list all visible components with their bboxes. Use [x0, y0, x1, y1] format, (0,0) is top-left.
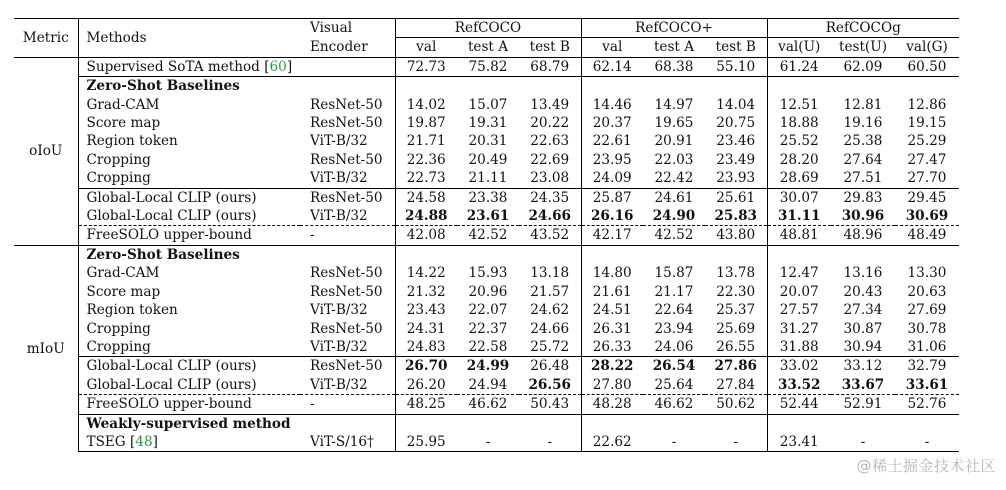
encoder-cell: ViT-B/32: [300, 207, 395, 226]
value-cell: 25.87: [581, 188, 643, 207]
value-cell: 14.04: [705, 96, 767, 114]
value-cell: 72.73: [395, 57, 457, 76]
encoder-header: Encoder: [300, 38, 395, 57]
section-title-row: [14, 414, 959, 433]
value-cell: 26.16: [590, 208, 634, 225]
table-row: [14, 132, 959, 150]
value-cell: 27.47: [907, 151, 947, 168]
value-cell: 21.11: [468, 170, 508, 187]
value-cell: 52.44: [767, 395, 831, 414]
value-cell: 55.10: [705, 57, 767, 76]
value-cell: 14.97: [654, 96, 694, 113]
metric-header: Metric: [14, 19, 78, 58]
value-cell: 25.95: [395, 433, 457, 452]
citation-link[interactable]: 48: [135, 433, 153, 450]
header-row-1: [14, 19, 959, 38]
value-cell: 48.49: [895, 226, 959, 245]
value-cell: 52.91: [831, 395, 895, 414]
value-cell: 48.28: [581, 395, 643, 414]
value-cell: 24.90: [652, 208, 696, 225]
metric-label-oiou: oIoU: [14, 57, 78, 245]
col-header: test(U): [838, 39, 887, 56]
group-refcocog: RefCOCOg: [767, 19, 959, 38]
encoder-cell: -: [300, 395, 395, 414]
encoder-cell: ResNet-50: [300, 320, 395, 338]
col-header: val(G): [906, 39, 948, 56]
col-header: test B: [705, 38, 767, 57]
method-cell: Global-Local CLIP (ours): [86, 208, 257, 225]
encoder-cell: ResNet-50: [300, 188, 395, 207]
value-cell: 23.41: [767, 433, 831, 452]
table-row: [14, 376, 959, 395]
table-row: [14, 188, 959, 207]
table-row: [14, 151, 959, 169]
value-cell: 24.83: [406, 338, 446, 355]
value-cell: -: [519, 433, 581, 452]
method-cell: Grad-CAM: [86, 96, 160, 113]
value-cell: 42.17: [581, 226, 643, 245]
value-cell: 27.69: [907, 302, 947, 319]
value-cell: 22.58: [468, 338, 508, 355]
method-cell: Cropping: [86, 338, 151, 355]
value-cell: 15.93: [468, 265, 508, 282]
value-cell: 22.36: [406, 151, 446, 168]
value-cell: 19.65: [654, 115, 694, 132]
value-cell: 23.61: [466, 208, 510, 225]
value-cell: 24.31: [406, 320, 446, 337]
value-cell: 21.61: [592, 283, 632, 300]
table-row: [14, 395, 959, 414]
value-cell: 28.22: [581, 357, 643, 376]
encoder-cell: ViT-B/32: [300, 301, 395, 319]
visual-header: Visual: [300, 19, 395, 38]
value-cell: 19.31: [468, 115, 508, 132]
value-cell: 13.16: [843, 265, 883, 282]
value-cell: 48.96: [831, 226, 895, 245]
method-cell: Region token: [86, 302, 178, 319]
value-cell: 46.62: [457, 395, 519, 414]
col-header: test B: [519, 38, 581, 57]
value-cell: 25.37: [705, 301, 767, 319]
value-cell: 22.69: [519, 151, 581, 169]
value-cell: 19.16: [843, 115, 883, 132]
methods-header: Methods: [78, 19, 300, 58]
value-cell: 14.80: [592, 265, 632, 282]
value-cell: 20.07: [779, 283, 819, 300]
table-row: [14, 207, 959, 226]
group-refcocoplus: RefCOCO+: [581, 19, 767, 38]
value-cell: 22.42: [654, 170, 694, 187]
value-cell: 48.81: [767, 226, 831, 245]
value-cell: 20.37: [592, 115, 632, 132]
value-cell: 33.67: [841, 376, 885, 393]
value-cell: 50.62: [705, 395, 767, 414]
col-header: val: [602, 39, 623, 56]
value-cell: 26.20: [406, 376, 446, 393]
value-cell: 13.49: [519, 96, 581, 114]
value-cell: 30.78: [907, 320, 947, 337]
encoder-cell: ViT-B/32: [300, 169, 395, 188]
value-cell: 22.62: [581, 433, 643, 452]
value-cell: 61.24: [767, 57, 831, 76]
value-cell: 46.62: [643, 395, 705, 414]
table-row: [14, 264, 959, 282]
metric-label-miou: mIoU: [14, 245, 78, 451]
value-cell: 13.30: [907, 265, 947, 282]
value-cell: 20.96: [468, 283, 508, 300]
value-cell: 62.14: [581, 57, 643, 76]
watermark: @稀土掘金技术社区: [856, 457, 996, 475]
value-cell: 26.70: [395, 357, 457, 376]
value-cell: 15.87: [654, 265, 694, 282]
value-cell: 24.51: [592, 302, 632, 319]
value-cell: 42.08: [395, 226, 457, 245]
value-cell: 19.15: [907, 115, 947, 132]
value-cell: 26.55: [705, 338, 767, 357]
encoder-cell: ResNet-50: [300, 283, 395, 301]
value-cell: 24.35: [519, 188, 581, 207]
value-cell: 68.38: [643, 57, 705, 76]
group-refcoco: RefCOCO: [395, 19, 581, 38]
value-cell: 33.02: [767, 357, 831, 376]
value-cell: 42.52: [643, 226, 705, 245]
value-cell: 21.57: [519, 283, 581, 301]
value-cell: 30.69: [905, 208, 949, 225]
value-cell: 22.07: [468, 302, 508, 319]
value-cell: 22.73: [406, 170, 446, 187]
value-cell: 22.63: [519, 132, 581, 150]
value-cell: 25.72: [519, 338, 581, 357]
encoder-cell: -: [300, 226, 395, 245]
method-cell: Cropping: [86, 320, 151, 337]
value-cell: 26.56: [519, 376, 581, 395]
value-cell: 28.20: [779, 151, 819, 168]
value-cell: 21.32: [406, 283, 446, 300]
results-table: [14, 18, 959, 452]
table-row: [14, 320, 959, 338]
method-cell: Supervised SoTA method [60]: [78, 57, 300, 76]
value-cell: 33.61: [905, 376, 949, 393]
value-cell: 43.52: [519, 226, 581, 245]
value-cell: 20.31: [468, 133, 508, 150]
value-cell: 19.87: [406, 115, 446, 132]
value-cell: 30.87: [843, 320, 883, 337]
value-cell: 68.79: [519, 57, 581, 76]
value-cell: 24.09: [592, 170, 632, 187]
table-row: [14, 226, 959, 245]
value-cell: 12.81: [843, 96, 883, 113]
value-cell: 33.52: [777, 376, 821, 393]
encoder-cell: ViT-S/16†: [300, 433, 395, 452]
value-cell: 62.09: [831, 57, 895, 76]
value-cell: 23.49: [705, 151, 767, 169]
value-cell: 25.64: [654, 376, 694, 393]
value-cell: 25.61: [705, 188, 767, 207]
table-row: [14, 433, 959, 452]
value-cell: 23.43: [406, 302, 446, 319]
value-cell: 30.07: [767, 188, 831, 207]
value-cell: 31.06: [907, 338, 947, 355]
section-title: Zero-Shot Baselines: [78, 77, 300, 96]
table-row: [14, 57, 959, 76]
value-cell: 27.84: [705, 376, 767, 395]
value-cell: -: [895, 433, 959, 452]
value-cell: 27.64: [843, 151, 883, 168]
value-cell: 33.12: [831, 357, 895, 376]
value-cell: 43.80: [705, 226, 767, 245]
col-header: test A: [653, 39, 695, 56]
encoder-cell: ViT-B/32: [300, 132, 395, 150]
value-cell: 23.95: [592, 151, 632, 168]
value-cell: 18.88: [779, 115, 819, 132]
value-cell: 15.07: [468, 96, 508, 113]
section-title-row: [14, 245, 959, 264]
table-row: [14, 338, 959, 357]
value-cell: 12.47: [779, 265, 819, 282]
value-cell: 23.08: [519, 169, 581, 188]
section-title: Zero-Shot Baselines: [78, 245, 300, 264]
section-title-row: [14, 77, 959, 96]
value-cell: 24.66: [519, 207, 581, 226]
value-cell: 26.33: [592, 338, 632, 355]
value-cell: 25.83: [705, 207, 767, 226]
value-cell: 31.27: [779, 320, 819, 337]
value-cell: 30.94: [843, 338, 883, 355]
value-cell: 20.63: [907, 283, 947, 300]
value-cell: 27.80: [592, 376, 632, 393]
value-cell: 20.22: [519, 114, 581, 132]
method-cell: Global-Local CLIP (ours): [78, 357, 300, 376]
value-cell: -: [457, 433, 519, 452]
value-cell: 28.69: [779, 170, 819, 187]
table-row: [14, 114, 959, 132]
value-cell: 27.70: [907, 170, 947, 187]
value-cell: 29.45: [895, 188, 959, 207]
value-cell: 12.86: [907, 96, 947, 113]
encoder-cell: ViT-B/32: [300, 338, 395, 357]
value-cell: 22.64: [654, 302, 694, 319]
col-header: test A: [467, 39, 509, 56]
value-cell: 25.52: [779, 133, 819, 150]
value-cell: 12.51: [779, 96, 819, 113]
method-cell: FreeSOLO upper-bound: [78, 226, 300, 245]
value-cell: 48.25: [395, 395, 457, 414]
value-cell: 23.94: [654, 320, 694, 337]
value-cell: 21.17: [654, 283, 694, 300]
encoder-cell: ResNet-50: [300, 264, 395, 282]
value-cell: 20.75: [705, 114, 767, 132]
value-cell: 21.71: [406, 133, 446, 150]
table-row: [14, 96, 959, 114]
value-cell: 14.46: [592, 96, 632, 113]
method-cell: FreeSOLO upper-bound: [78, 395, 300, 414]
encoder-cell: ResNet-50: [300, 96, 395, 114]
value-cell: 30.96: [841, 208, 885, 225]
method-cell: Score map: [86, 283, 161, 300]
value-cell: 25.38: [843, 133, 883, 150]
value-cell: 32.79: [895, 357, 959, 376]
value-cell: 22.37: [468, 320, 508, 337]
value-cell: 42.52: [457, 226, 519, 245]
table-row: [14, 283, 959, 301]
value-cell: 27.86: [705, 357, 767, 376]
value-cell: 29.83: [831, 188, 895, 207]
value-cell: 13.78: [705, 264, 767, 282]
encoder-cell: ResNet-50: [300, 151, 395, 169]
method-cell: Cropping: [86, 151, 151, 168]
value-cell: 27.34: [843, 302, 883, 319]
value-cell: 60.50: [895, 57, 959, 76]
method-cell: Grad-CAM: [86, 265, 160, 282]
method-cell: Cropping: [86, 170, 151, 187]
value-cell: -: [831, 433, 895, 452]
value-cell: 14.02: [406, 96, 446, 113]
table-row: [14, 301, 959, 319]
citation-link[interactable]: 60: [269, 58, 287, 75]
value-cell: 26.54: [643, 357, 705, 376]
value-cell: 20.91: [654, 133, 694, 150]
value-cell: 23.46: [705, 132, 767, 150]
value-cell: 26.31: [592, 320, 632, 337]
table-row: [14, 357, 959, 376]
value-cell: 24.58: [395, 188, 457, 207]
value-cell: 52.76: [895, 395, 959, 414]
value-cell: 24.06: [654, 338, 694, 355]
value-cell: 23.93: [705, 169, 767, 188]
table-row: [14, 169, 959, 188]
value-cell: 27.57: [779, 302, 819, 319]
value-cell: -: [705, 433, 767, 452]
value-cell: 24.88: [404, 208, 448, 225]
value-cell: 75.82: [457, 57, 519, 76]
encoder-cell: ResNet-50: [300, 114, 395, 132]
col-header: val: [416, 39, 437, 56]
value-cell: -: [643, 433, 705, 452]
method-cell: Region token: [86, 133, 178, 150]
method-cell: Global-Local CLIP (ours): [86, 376, 257, 393]
value-cell: 26.48: [519, 357, 581, 376]
method-cell: TSEG [48]: [78, 433, 300, 452]
value-cell: 50.43: [519, 395, 581, 414]
value-cell: 24.62: [519, 301, 581, 319]
col-header: val(U): [778, 39, 821, 56]
value-cell: 20.49: [468, 151, 508, 168]
value-cell: 24.61: [643, 188, 705, 207]
value-cell: 27.51: [843, 170, 883, 187]
value-cell: 13.18: [519, 264, 581, 282]
value-cell: 25.29: [907, 133, 947, 150]
encoder-cell: ViT-B/32: [300, 376, 395, 395]
value-cell: 31.88: [779, 338, 819, 355]
value-cell: 24.99: [457, 357, 519, 376]
value-cell: 22.30: [705, 283, 767, 301]
value-cell: 22.61: [592, 133, 632, 150]
value-cell: 25.69: [705, 320, 767, 338]
value-cell: 24.94: [468, 376, 508, 393]
value-cell: 20.43: [843, 283, 883, 300]
method-cell: Global-Local CLIP (ours): [78, 188, 300, 207]
section-title: Weakly-supervised method: [78, 414, 300, 433]
value-cell: 23.38: [457, 188, 519, 207]
value-cell: 24.66: [519, 320, 581, 338]
value-cell: 22.03: [654, 151, 694, 168]
value-cell: 31.11: [777, 208, 821, 225]
encoder-cell: ResNet-50: [300, 357, 395, 376]
value-cell: 14.22: [406, 265, 446, 282]
method-cell: Score map: [86, 115, 161, 132]
